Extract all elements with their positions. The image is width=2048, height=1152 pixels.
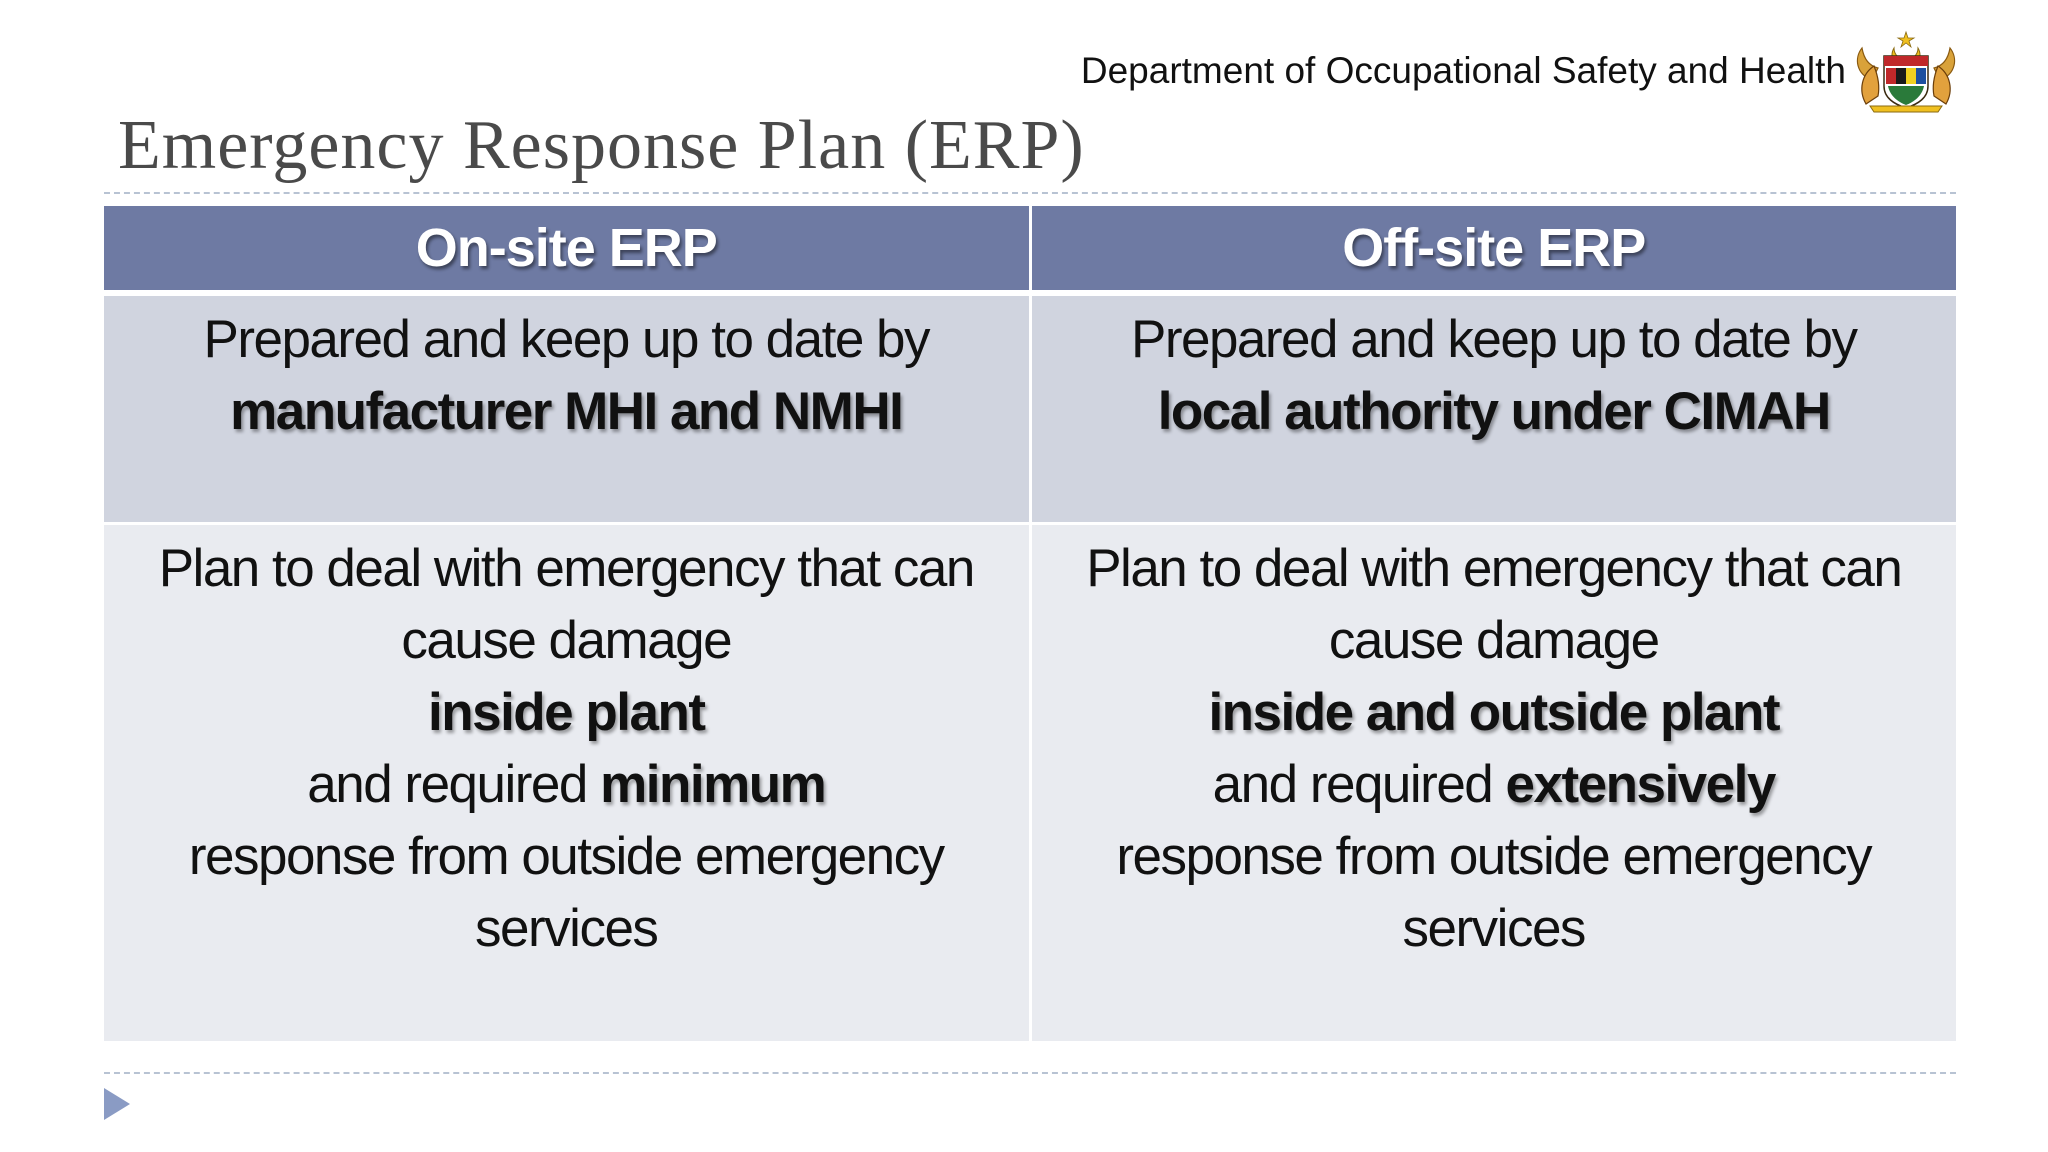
offsite-response-level: extensively — [1505, 755, 1775, 814]
offsite-scope-line6: services — [1402, 899, 1585, 958]
onsite-scope-line2: cause damage — [401, 611, 732, 670]
malaysia-coat-of-arms-icon — [1852, 30, 1960, 114]
offsite-prepared-text: Prepared and keep up to date by — [1130, 310, 1857, 369]
offsite-responsible-party: local authority under CIMAH — [1157, 382, 1830, 441]
table-row — [104, 293, 1956, 524]
onsite-scope-line6: services — [475, 899, 658, 958]
offsite-scope-line5: response from outside emergency — [1116, 827, 1872, 886]
onsite-scope-line5: response from outside emergency — [188, 827, 944, 886]
offsite-and-required: and required — [1212, 755, 1493, 814]
triangle-bullet-icon — [104, 1088, 130, 1120]
onsite-scope-location: inside plant — [428, 683, 705, 742]
table-row — [104, 524, 1956, 1043]
bottom-divider — [104, 1072, 1956, 1074]
department-name: Department of Occupational Safety and Health — [1080, 50, 1846, 91]
top-divider — [104, 192, 1956, 194]
erp-comparison-table — [104, 206, 1956, 1044]
column-header-onsite: On-site ERP — [104, 206, 1030, 293]
offsite-scope-cell — [1030, 524, 1956, 1043]
column-header-offsite: Off-site ERP — [1030, 206, 1956, 293]
onsite-and-required: and required — [307, 755, 587, 814]
offsite-scope-line1: Plan to deal with emergency that can — [1086, 539, 1902, 598]
offsite-responsibility-cell — [1030, 293, 1956, 524]
onsite-scope-line1: Plan to deal with emergency that can — [158, 539, 974, 598]
onsite-responsibility-cell — [104, 293, 1030, 524]
onsite-prepared-text: Prepared and keep up to date by — [203, 310, 930, 369]
onsite-scope-cell — [104, 524, 1030, 1043]
offsite-scope-line2: cause damage — [1328, 611, 1659, 670]
table-header-row — [104, 206, 1956, 293]
offsite-scope-location: inside and outside plant — [1208, 683, 1780, 742]
onsite-response-level: minimum — [600, 755, 826, 814]
slide-title: Emergency Response Plan (ERP) — [118, 107, 1085, 184]
onsite-responsible-party: manufacturer MHI and NMHI — [230, 382, 903, 441]
